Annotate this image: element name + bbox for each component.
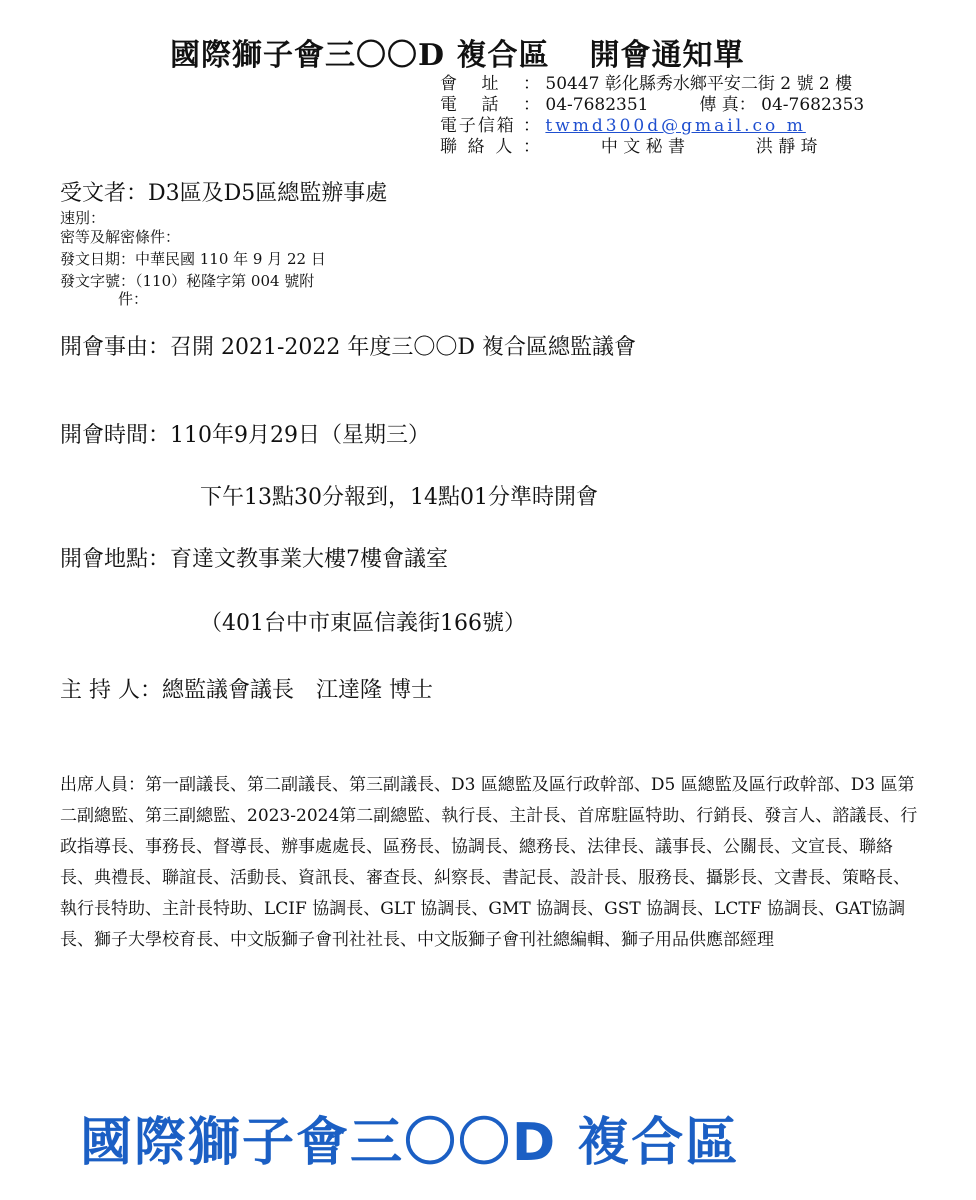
doc-type: 開會通知單: [589, 38, 745, 73]
meeting-time-detail: 下午13點30分報到，14點01分準時開會: [200, 485, 598, 510]
email-line: [440, 116, 806, 136]
email-label: 電子信箱 ：: [440, 116, 540, 136]
email-link[interactable]: twmd300d@gmail.co m: [545, 116, 806, 136]
secrecy-field: 密等及解密條件：: [60, 228, 181, 246]
meeting-place: 開會地點：育達文教事業大樓7樓會議室: [60, 547, 448, 572]
recipient: 受文者：D3區及D5區總監辦事處: [60, 181, 388, 206]
speed-field: 速別：: [60, 209, 106, 227]
document-title: [170, 30, 744, 74]
footer-org-name: 國際獅子會三〇〇D 複合區: [80, 1113, 740, 1173]
attachment-field: 件：: [118, 290, 149, 308]
meeting-reason: 開會事由：召開 2021-2022 年度三〇〇D 複合區總監議會: [60, 335, 637, 360]
phone-value: 04-7682351: [545, 95, 649, 115]
contact-title: 中 文 秘 書: [600, 137, 686, 157]
phone-label: 電話：: [440, 95, 540, 115]
fax-label: 傳 真：: [699, 95, 756, 115]
issue-number: 發文字號：（110）秘隆字第 004 號附: [60, 272, 315, 290]
issue-date: 發文日期：中華民國 110 年 9 月 22 日: [60, 250, 326, 268]
contact-person-line: [440, 137, 818, 157]
contact-label: 聯絡人：: [440, 137, 540, 157]
address-line: [440, 74, 852, 94]
attendees-list: 出席人員：第一副議長、第二副議長、第三副議長、D3 區總監及區行政幹部、D5 區總監及區行政幹部、D3 區第二副總監、第三副總監、2023-2024第二副總監、執行長、主計長、首席駐區特助、行銷長、發言人、諮議長、行政指導長、事務長、督導長、辦事處處長、區務長、協調長、總務長、法律長、議事長、公關長、文宣長、聯絡長、典禮長、聯誼長、活動長、資訊長、審查長、糾察長、書記長、設計長、服務長、攝影長、文書長、策略長、執行長特助、主計長特助、LCIF 協調長、GLT 協調長、GMT 協調長、GST 協調長、LCTF 協調長、GAT協調長、獅子大學校育長、中文版獅子會刊社社長、中文版獅子會刊社總編輯、獅子用品供應部經理: [60, 775, 918, 950]
meeting-time: 開會時間：110年9月29日（星期三）: [60, 423, 430, 448]
org-name: 國際獅子會三〇〇D 複合區: [170, 38, 550, 73]
contact-name: 洪 靜 琦: [755, 137, 818, 157]
address-value: 50447 彰化縣秀水鄉平安二街 2 號 2 樓: [545, 74, 853, 94]
address-label: 會址：: [440, 74, 540, 94]
fax-value: 04-7682353: [761, 95, 865, 115]
meeting-host: 主 持 人：總監議會議長 江達隆 博士: [60, 678, 433, 703]
phone-line: [440, 95, 864, 115]
meeting-place-address: （401台中市東區信義街166號）: [200, 611, 526, 636]
